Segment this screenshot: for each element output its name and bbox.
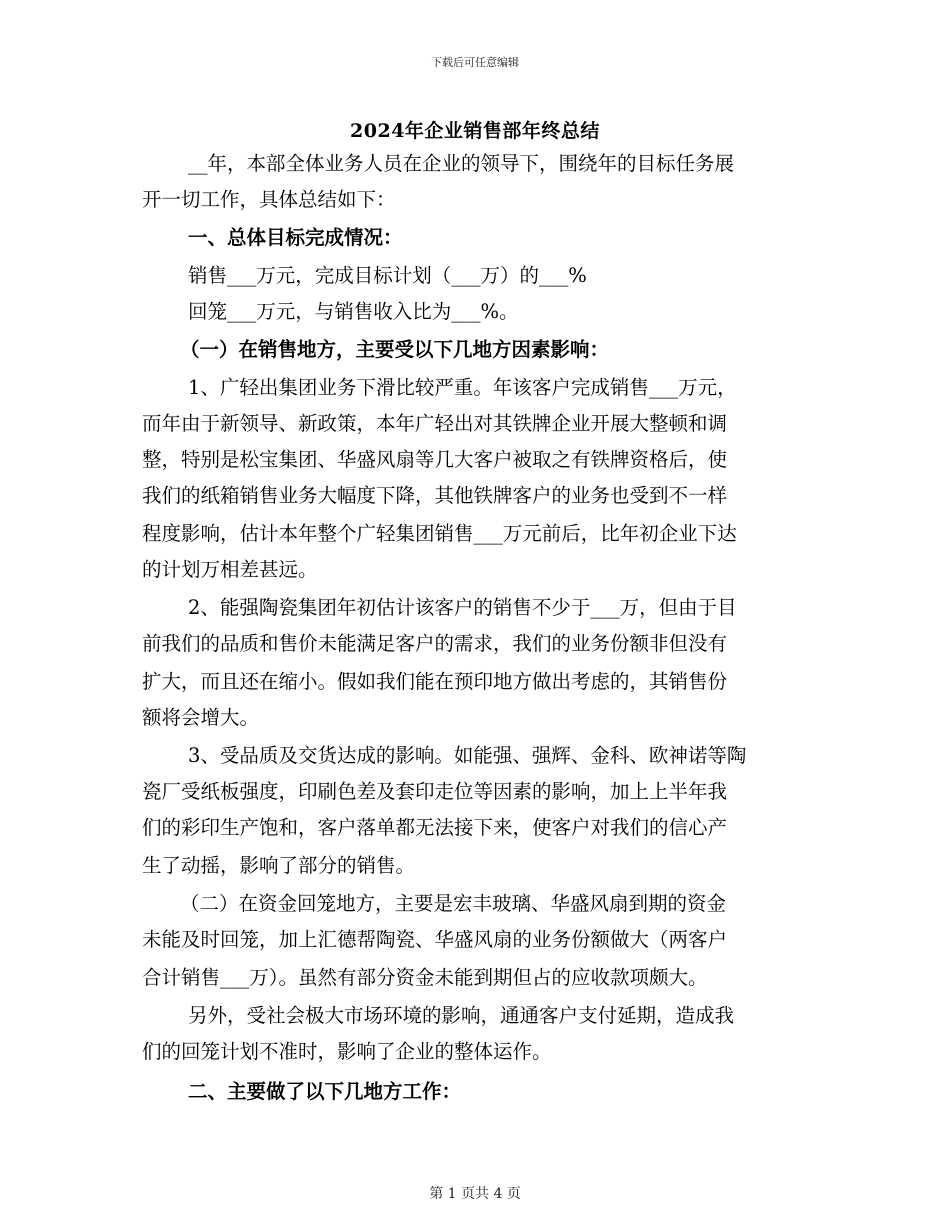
page-footer: 第 1 页共 4 页	[429, 1186, 521, 1202]
paragraph-line: 前我们的品质和售价未能满足客户的需求，我们的业务份额非但没有	[142, 632, 728, 655]
paragraph-line: 瓷厂受纸板强度，印刷色差及套印走位等因素的影响，加上上半年我	[142, 780, 728, 803]
paragraph-line: 1、广轻出集团业务下滑比较严重。年该客户完成销售___万元，	[188, 376, 737, 399]
paragraph-line: 程度影响，估计本年整个广轻集团销售___万元前后，比年初企业下达	[142, 522, 737, 545]
paragraph-line: 的计划万相差甚远。	[142, 558, 318, 581]
paragraph-line: 2、能强陶瓷集团年初估计该客户的销售不少于___万，但由于目	[188, 596, 737, 619]
paragraph-line: 而年由于新领导、新政策，本年广轻出对其铁牌企业开展大整顿和调	[142, 412, 728, 435]
paragraph-line: 回笼___万元，与销售收入比为___%。	[188, 300, 519, 323]
section-heading: 二、主要做了以下几地方工作：	[188, 1080, 462, 1103]
paragraph-line: 3、受品质及交货达成的影响。如能强、强辉、金科、欧神诺等陶	[188, 744, 747, 767]
paragraph-line: （二）在资金回笼地方，主要是宏丰玻璃、华盛风扇到期的资金	[180, 892, 727, 915]
header-note: 下载后可任意编辑	[431, 56, 519, 69]
paragraph-line: 销售___万元，完成目标计划（___万）的___%	[188, 264, 587, 287]
paragraph-line: 扩大，而且还在缩小。假如我们能在预印地方做出考虑的，其销售份	[142, 670, 728, 693]
paragraph-line: 合计销售___万）。虽然有部分资金未能到期但占的应收款项颇大。	[142, 966, 708, 989]
paragraph-line: __年，本部全体业务人员在企业的领导下，围绕年的目标任务展	[188, 152, 735, 175]
paragraph-line: 整，特别是松宝集团、华盛风扇等几大客户被取之有铁牌资格后，使	[142, 448, 728, 471]
section-heading: 一、总体目标完成情况：	[188, 226, 403, 249]
paragraph-line: 未能及时回笼，加上汇德帮陶瓷、华盛风扇的业务份额做大（两客户	[142, 928, 728, 951]
paragraph-line: 我们的纸箱销售业务大幅度下降，其他铁牌客户的业务也受到不一样	[142, 484, 728, 507]
paragraph-line: 生了动摇，影响了部分的销售。	[142, 854, 416, 877]
document-title: 2024年企业销售部年终总结	[350, 120, 600, 142]
paragraph-line: 另外，受社会极大市场环境的影响，通通客户支付延期，造成我	[188, 1004, 735, 1027]
subsection-heading: （一）在销售地方，主要受以下几地方因素影响：	[180, 338, 610, 361]
paragraph-line: 们的回笼计划不准时，影响了企业的整体运作。	[142, 1040, 552, 1063]
paragraph-line: 们的彩印生产饱和，客户落单都无法接下来，使客户对我们的信心产	[142, 816, 728, 839]
paragraph-line: 额将会增大。	[142, 706, 260, 729]
paragraph-line: 开一切工作，具体总结如下：	[142, 188, 396, 211]
